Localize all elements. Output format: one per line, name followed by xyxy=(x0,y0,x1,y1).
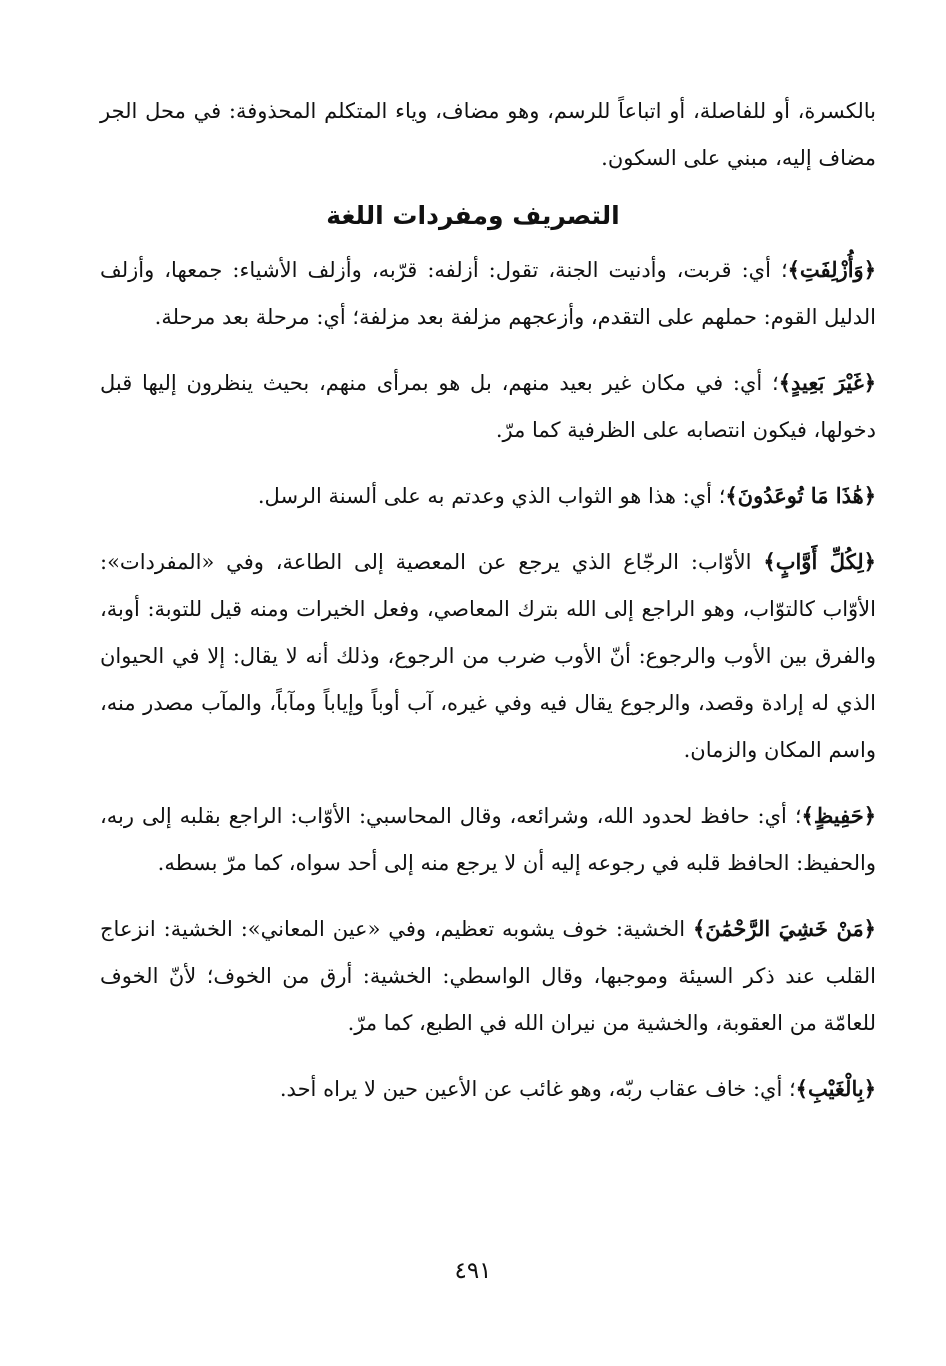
entry-text: ؛ أي: حافظ لحدود الله، وشرائعه، وقال المحاسبي: الأوّاب: الراجع بقلبه إلى ربه، والحفيظ: الحافظ قلبه في رجوعه إليه أن لا يرجع منه إلى أحد سواه، كما مرّ بسطه. xyxy=(100,804,876,875)
entry-text: ؛ أي: هذا هو الثواب الذي وعدتم به على ألسنة الرسل. xyxy=(257,484,726,508)
entry-paragraph xyxy=(100,246,876,341)
entry-paragraph xyxy=(100,472,876,520)
quran-term: ﴿غَيْرَ بَعِيدٍ﴾ xyxy=(778,370,876,395)
quran-term: ﴿هَٰذَا مَا تُوعَدُونَ﴾ xyxy=(725,483,876,508)
section-heading: التصريف ومفردات اللغة xyxy=(326,201,620,230)
intro-paragraph xyxy=(100,88,876,200)
entry-text: ؛ أي: في مكان غير بعيد منهم، بل هو بمرأى منهم، بحيث ينظرون إليها قبل دخولها، فيكون انتصابه على الظرفية كما مرّ. xyxy=(100,371,876,442)
entry-paragraph xyxy=(100,792,876,887)
entry-paragraph xyxy=(100,359,876,454)
entry-text: الأوّاب: الرجّاع الذي يرجع عن المعصية إلى الطاعة، وفي «المفردات»: الأوّاب كالتوّاب، وهو الراجع إلى الله بترك المعاصي، وفعل الخيرات ومنه قيل للتوبة: أوبة، والفرق بين الأوب والرجوع: أنّ الأوب ضرب من الرجوع، وذلك أنه لا يقال: إلا في الحيوان الذي له إرادة وقصد، والرجوع يقال فيه وفي غيره، آب أوباً وإياباً ومآباً، والمآب مصدر منه، واسم المكان والزمان. xyxy=(100,550,876,762)
quran-term: ﴿لِكُلِّ أَوَّابٍ﴾ xyxy=(763,549,876,574)
entry-paragraph xyxy=(100,538,876,774)
entry-text: الخشية: خوف يشوبه تعظيم، وفي «عين المعاني»: الخشية: انزعاج القلب عند ذكر السيئة وموجبها، وقال الواسطي: الخشية: أرق من الخوف؛ لأنّ الخوف للعامّة من العقوبة، والخشية من نيران الله في الطبع، كما مرّ. xyxy=(100,917,876,1035)
page-number: ٤٩١ xyxy=(454,1258,492,1284)
entry-paragraph xyxy=(100,905,876,1047)
quran-term: ﴿بِالْغَيْبِ﴾ xyxy=(795,1076,876,1101)
quran-term: ﴿حَفِيظٍ﴾ xyxy=(801,803,876,828)
quran-term: ﴿مَنْ خَشِيَ الرَّحْمَٰنَ﴾ xyxy=(692,916,876,941)
entry-text: ؛ أي: خاف عقاب ربّه، وهو غائب عن الأعين حين لا يراه أحد. xyxy=(279,1077,796,1101)
entry-paragraph xyxy=(100,1065,876,1113)
body-text xyxy=(100,246,876,1131)
quran-term: ﴿وَأُزْلِفَتِ﴾ xyxy=(787,257,876,282)
entry-text: ؛ أي: قربت، وأدنيت الجنة، تقول: أزلفه: قرّبه، وأزلف الأشياء: جمعها، وأزلف الدليل القوم: حملهم على التقدم، وأزعجهم مزلفة بعد مزلفة؛ أي: مرحلة بعد مرحلة. xyxy=(100,258,876,329)
intro-text: بالكسرة، أو للفاصلة، أو اتباعاً للرسم، وهو مضاف، وياء المتكلم المحذوفة: في محل الجر مضاف إليه، مبني على السكون. xyxy=(100,99,876,170)
